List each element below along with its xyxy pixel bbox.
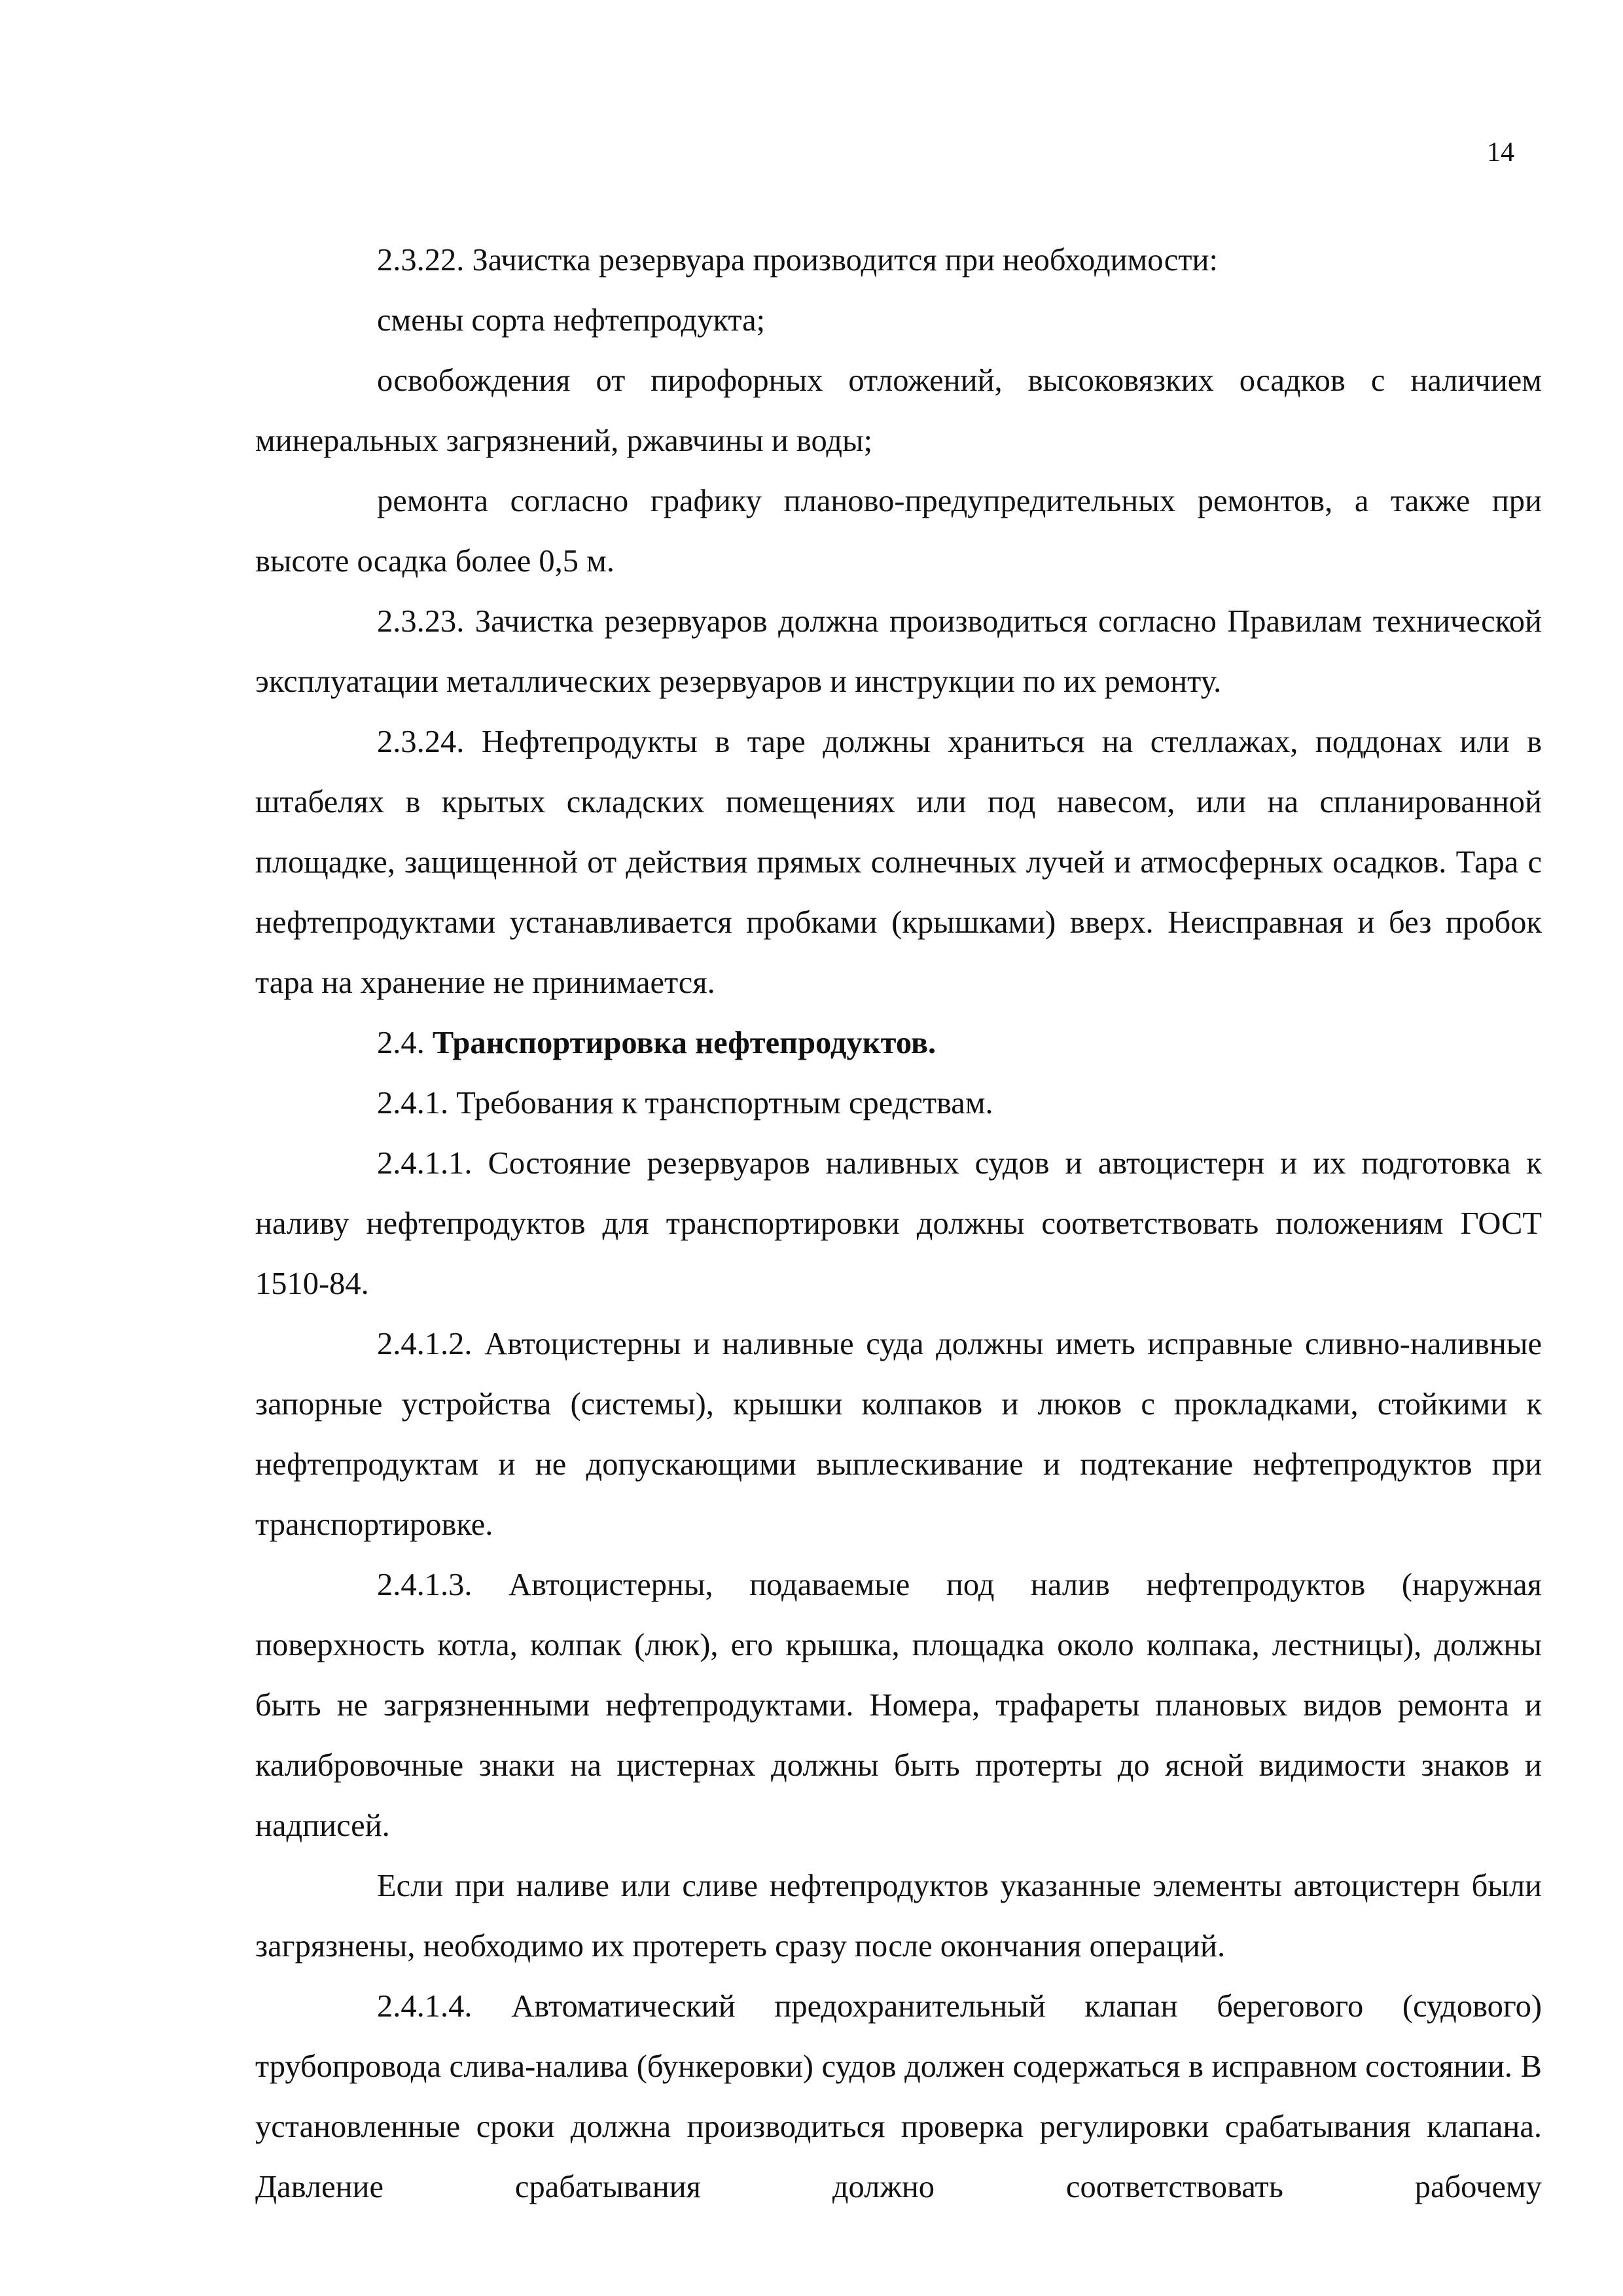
section-heading-2-4 (255, 1013, 1542, 1073)
paragraph-contamination-note: Если при наливе или сливе нефтепродуктов указанные элементы автоцистерн были загрязнены, необходимо их протереть сразу после окончания операций. (255, 1869, 1542, 1964)
section-title: Транспортировка нефтепродуктов. (432, 1026, 936, 1060)
section-number: 2.4. (377, 1026, 433, 1060)
paragraph-2-3-23: 2.3.23. Зачистка резервуаров должна производиться согласно Правилам технической эксплуатации металлических резервуаров и инструкции по их ремонту. (255, 604, 1542, 699)
paragraph-2-4-1-4: 2.4.1.4. Автоматический предохранительный клапан берегового (судового) трубопровода слива-налива (бункеровки) судов должен содержаться в исправном состоянии. В установленные сроки должна производиться проверка регулировки срабатывания клапана. Давление срабатывания должно соответствовать рабочему (255, 1989, 1542, 2204)
paragraph-2-3-24: 2.3.24. Нефтепродукты в таре должны храниться на стеллажах, поддонах или в штабелях в крытых складских помещениях или под навесом, или на спланированной площадке, защищенной от действия прямых солнечных лучей и атмосферных осадков. Тара с нефтепродуктами устанавливается пробками (крышками) вверх. Неисправная и без пробок тара на хранение не принимается. (255, 725, 1542, 1000)
paragraph-2-3-22: 2.3.22. Зачистка резервуара производится при необходимости: (377, 243, 1218, 278)
paragraph-list-item-pyrophoric-deposits: освобождения от пирофорных отложений, высоковязких осадков с наличием минеральных загрязнений, ржавчины и воды; (255, 363, 1542, 458)
paragraph-2-4-1-2: 2.4.1.2. Автоцистерны и наливные суда должны иметь исправные сливно-наливные запорные устройства (системы), крышки колпаков и люков с прокладками, стойкими к нефтепродуктам и не допускающими выплескивание и подтекание нефтепродуктов при транспортировке. (255, 1327, 1542, 1542)
paragraph-2-4-1-1: 2.4.1.1. Состояние резервуаров наливных судов и автоцистерн и их подготовка к наливу нефтепродуктов для транспортировки должны соответствовать положениям ГОСТ 1510-84. (255, 1146, 1542, 1301)
document-body (255, 230, 1542, 2217)
page-number: 14 (1487, 137, 1514, 168)
paragraph-list-item-grade-change: смены сорта нефтепродукта; (377, 303, 766, 338)
paragraph-2-4-1: 2.4.1. Требования к транспортным средствам. (377, 1086, 993, 1121)
paragraph-2-4-1-3: 2.4.1.3. Автоцистерны, подаваемые под налив нефтепродуктов (наружная поверхность котла, колпак (люк), его крышка, площадка около колпака, лестницы), должны быть не загрязненными нефтепродуктами. Номера, трафареты плановых видов ремонта и калибровочные знаки на цистернах должны быть протерты до ясной видимости знаков и надписей. (255, 1568, 1542, 1843)
paragraph-list-item-repair-schedule: ремонта согласно графику планово-предупредительных ремонтов, а также при высоте осадка более 0,5 м. (255, 484, 1542, 579)
